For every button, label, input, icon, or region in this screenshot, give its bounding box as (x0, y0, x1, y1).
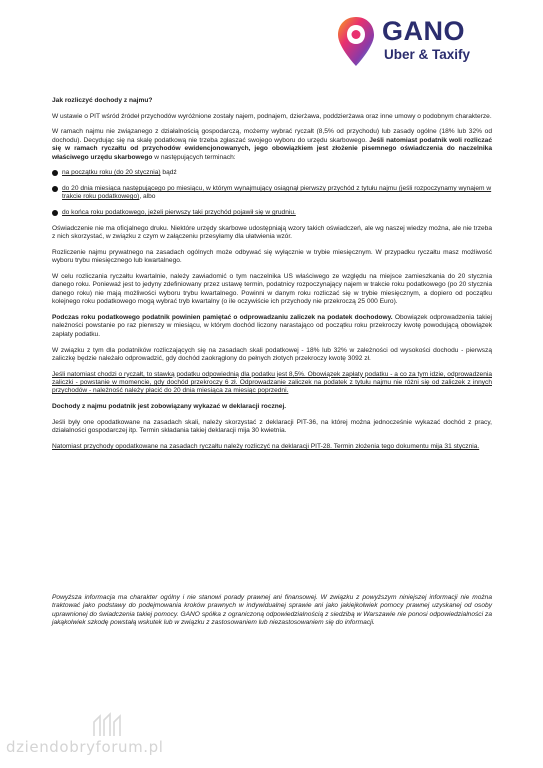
paragraph-flat-rate[interactable]: Jeśli natomiast chodzi o ryczałt, to stawką podatku odpowiednią dla podatku jest 8,5%. Obowiązek zapłaty podatku - a co za tym idzie, odprowadzenia zaliczki - powstanie w momencie, gdy dochód przekroczy 6 zł. Odprowadzanie zaliczek na podatek z tytułu najmu nie różni się od zaliczek z innych przychodów - należność należy płacić do 20 dnia miesiąca za miesiąc poprzedni. (52, 370, 492, 395)
location-pin-icon (334, 14, 378, 70)
emphasis-text: Jeśli natomiast podatnik woli rozliczać się w ramach ryczałtu od przychodów ewidencjonowanych, jego obowiązkiem jest złożenie pisemnego oświadczenia do naczelnika właściwego urzędu skarbowego (52, 136, 492, 161)
section-heading: Jak rozliczyć dochody z najmu? (52, 97, 153, 104)
watermark-text[interactable]: dziendobryforum.pl (6, 738, 164, 756)
paragraph-quarterly: W celu rozliczania ryczałtu kwartalnie, należy zawiadomić o tym naczelnika US właściwego ze względu na miejsce zamieszkania do 20 stycznia danego roku. Ponieważ jest to jedyny zdefiniowany przez ustawę termin, podatnicy rozpoczynający najem w trakcie roku podatkowego (po 20 stycznia danego roku) nie mają możliwości wyboru trybu kwartalnego. Powinni w danym roku rozliczać się w trybie miesięcznym, a dopiero od początku kolejnego roku podatkowego mogą wybrać tryb kwartalny (o ile oczywiście ich przychody nie przekroczą 25 000 Euro). (52, 273, 492, 306)
brand-tagline: Uber & Taxify (384, 47, 471, 62)
deadline-link[interactable]: do 20 dnia miesiąca następującego po miesiącu, w którym wynajmujący osiągnął pierwszy przychód z tytułu najmu (jeśli rozpoczynamy wynajem w trakcie roku podatkowego) (62, 185, 492, 201)
document-body (52, 97, 492, 459)
section-heading: Dochody z najmu podatnik jest zobowiązany wykazać w deklaracji rocznej. (52, 403, 287, 411)
deadline-link[interactable]: do końca roku podatkowego, jeżeli pierwszy taki przychód pojawił się w grudniu. (62, 209, 296, 217)
list-item: na początku roku (do 20 stycznia) bądź (52, 169, 492, 177)
paragraph-tax-scale: W związku z tym dla podatników rozliczających się na zasadach skali podatkowej - 18% lub 32% w zależności od wysokości dochodu - pierwszą zaliczkę będzie należało odprowadzić, gdy dochód zaokrąglony do pełnych złotych przekroczy kwotę 3092 zł. (52, 346, 492, 362)
emphasis-text: Podczas roku podatkowego podatnik powinien pamiętać o odprowadzaniu zaliczek na podatek dochodowy. (52, 313, 393, 321)
paragraph-declaration-form: Oświadczenie nie ma oficjalnego druku. Niektóre urzędy skarbowe udostępniają wzory takich oświadczeń, ale wg naszej wiedzy można, ale nie trzeba z nich skorzystać, w związku z czym w załączeniu przesyłamy dla ułatwienia wzór. (52, 224, 492, 241)
brand-name: GANO (382, 16, 465, 46)
deadline-link[interactable]: na początku roku (do 20 stycznia) (62, 169, 161, 177)
legal-disclaimer: Powyższa informacja ma charakter ogólny i nie stanowi porady prawnej ani finansowej. W związku z powyższym niniejszej informacji nie można traktować jako podstawy do podejmowania kroków prawnych w indywidualnej sprawie ani jako jakiejkolwiek pomocy prawnej uzyskanej od osoby uprawnionej do świadczenia takiej pomocy. GANO spółka z ograniczoną odpowiedzialnością z siedzibą w Warszawie nie ponosi odpowiedzialności za jakąkolwiek szkodę powstałą wskutek lub w związku z zastosowaniem lub niezastosowaniem się do informacji. (52, 594, 492, 627)
bullet-icon (52, 186, 58, 192)
forum-logo-icon (90, 712, 130, 738)
paragraph-tax-options: W ramach najmu nie związanego z działalnością gospodarczą, możemy wybrać ryczałt (8,5% od przychodu) lub zasady ogólne (18% lub 32% od dochodu). Decydując się na skalę podatkową nie trzeba zgłaszać swojego wyboru do urzędu skarbowego. Jeśli natomiast podatnik woli rozliczać się w ramach ryczałtu od przychodów ewidencjonowanych, jego obowiązkiem jest złożenie pisemnego oświadczenia do naczelnika właściwego urzędu skarbowego w następujących terminach: (52, 128, 492, 161)
paragraph-pit28[interactable]: Natomiast przychody opodatkowane na zasadach ryczałtu należy rozliczyć na deklaracji PIT-28. Termin złożenia tego dokumentu mija 31 stycznia. (52, 442, 480, 450)
paragraph-intro: W ustawie o PIT wśród źródeł przychodów wyróżnione zostały najem, podnajem, dzierżawa, poddzierżawa oraz inne umowy o podobnym charakterze. (52, 112, 492, 120)
paragraph-settlement-mode: Rozliczenie najmu prywatnego na zasadach ogólnych może odbywać się wyłącznie w trybie miesięcznym. W przypadku ryczałtu masz możliwość wyboru trybu miesięcznego lub kwartalnego. (52, 248, 492, 265)
bullet-icon (52, 210, 58, 216)
list-item: do 20 dnia miesiąca następującego po miesiącu, w którym wynajmujący osiągnął pierwszy przychód z tytułu najmu (jeśli rozpoczynamy wynajem w trakcie roku podatkowego), albo (52, 185, 492, 202)
bullet-icon (52, 170, 58, 176)
list-item (52, 209, 492, 217)
brand-logo (334, 14, 514, 70)
paragraph-pit36: Jeśli były one opodatkowane na zasadach skali, należy skorzystać z deklaracji PIT-36, na której można jednocześnie wykazać dochód z pracy, działalności gospodarczej itp. Termin składania takiej deklaracji mija 30 kwietnia. (52, 418, 492, 435)
paragraph-advances: Podczas roku podatkowego podatnik powinien pamiętać o odprowadzaniu zaliczek na podatek dochodowy. Obowiązek odprowadzenia takiej należności powstanie po raz pierwszy w miesiącu, w którym dochód liczony narastająco od początku roku przekroczy kwotę powodującą obowiązek zapłaty podatku. (52, 313, 492, 338)
